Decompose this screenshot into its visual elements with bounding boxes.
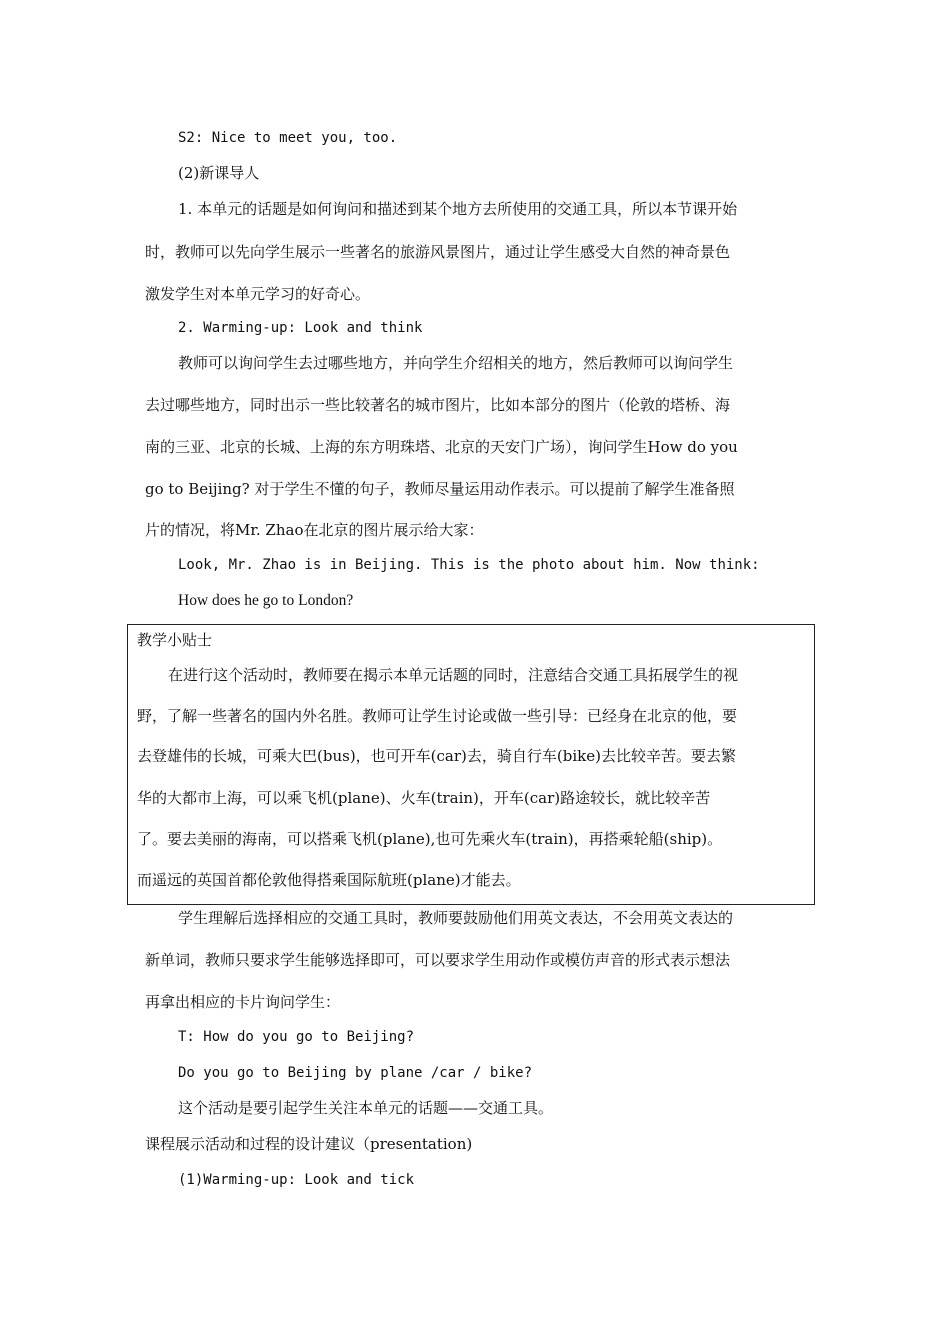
paragraph-2-line-1: 教师可以询问学生去过哪些地方，并向学生介绍相关的地方，然后教师可以询问学生 <box>178 354 734 372</box>
section-heading-presentation: 课程展示活动和过程的设计建议（presentation) <box>145 1135 473 1153</box>
tip-box-line-4: 华的大都市上海，可以乘飞机(plane)、火车(train)，开车(car)路途较长，就比较辛苦 <box>137 789 711 807</box>
dialogue-line-s2: S2: Nice to meet you, too. <box>178 130 398 146</box>
tip-box-line-5: 了。要去美丽的海南，可以搭乘飞机(plane),也可先乘火车(train)，再搭乘轮船(ship)。 <box>137 830 723 848</box>
paragraph-3-line-2: 新单词，教师只要求学生能够选择即可，可以要求学生用动作或模仿声音的形式表示想法 <box>145 951 731 969</box>
tip-box-line-1: 在进行这个活动时，教师要在揭示本单元话题的同时，注意结合交通工具拓展学生的视 <box>168 666 739 684</box>
paragraph-1-line-2: 时，教师可以先向学生展示一些著名的旅游风景图片，通过让学生感受大自然的神奇景色 <box>145 243 731 261</box>
dialogue-line-by-plane: Do you go to Beijing by plane /car / bike? <box>178 1065 533 1081</box>
paragraph-3-line-3: 再拿出相应的卡片询问学生： <box>145 993 341 1011</box>
paragraph-2-line-4: go to Beijing? 对于学生不懂的句子，教师尽量运用动作表示。可以提前了解学生准备照 <box>145 480 735 498</box>
dialogue-line-teacher: T: How do you go to Beijing? <box>178 1029 415 1045</box>
section-heading-warming-up: 2. Warming-up: Look and think <box>178 320 423 336</box>
paragraph-2-line-5: 片的情况，将Mr. Zhao在北京的图片展示给大家： <box>145 521 484 539</box>
section-heading-new-lesson: (2)新课导人 <box>178 164 260 182</box>
example-question-london: How does he go to London? <box>178 592 354 609</box>
paragraph-4: 这个活动是要引起学生关注本单元的话题——交通工具。 <box>178 1099 554 1117</box>
tip-box-line-3: 去登雄伟的长城，可乘大巴(bus)，也可开车(car)去，骑自行车(bike)去比较辛苦。要去繁 <box>137 747 736 765</box>
paragraph-3-line-1: 学生理解后选择相应的交通工具时，教师要鼓励他们用英文表达，不会用英文表达的 <box>178 909 734 927</box>
paragraph-2-line-2: 去过哪些地方，同时出示一些比较著名的城市图片，比如本部分的图片（伦敦的塔桥、海 <box>145 396 731 414</box>
subsection-heading-look-and-tick: (1)Warming-up: Look and tick <box>178 1172 415 1188</box>
paragraph-1-line-3: 激发学生对本单元学习的好奇心。 <box>145 285 371 303</box>
paragraph-1-line-1: 1. 本单元的话题是如何询问和描述到某个地方去所使用的交通工具，所以本节课开始 <box>178 200 738 218</box>
tip-box-line-6: 而遥远的英国首都伦敦他得搭乘国际航班(plane)才能去。 <box>137 871 521 889</box>
tip-box-title: 教学小贴士 <box>137 631 213 649</box>
tip-box-line-2: 野，了解一些著名的国内外名胜。教师可让学生讨论或做一些引导：已经身在北京的他，要 <box>137 707 738 725</box>
example-sentence-look: Look, Mr. Zhao is in Beijing. This is the photo about him. Now think: <box>178 557 760 573</box>
paragraph-2-line-3: 南的三亚、北京的长城、上海的东方明珠塔、北京的天安门广场），询问学生How do you <box>145 438 738 456</box>
